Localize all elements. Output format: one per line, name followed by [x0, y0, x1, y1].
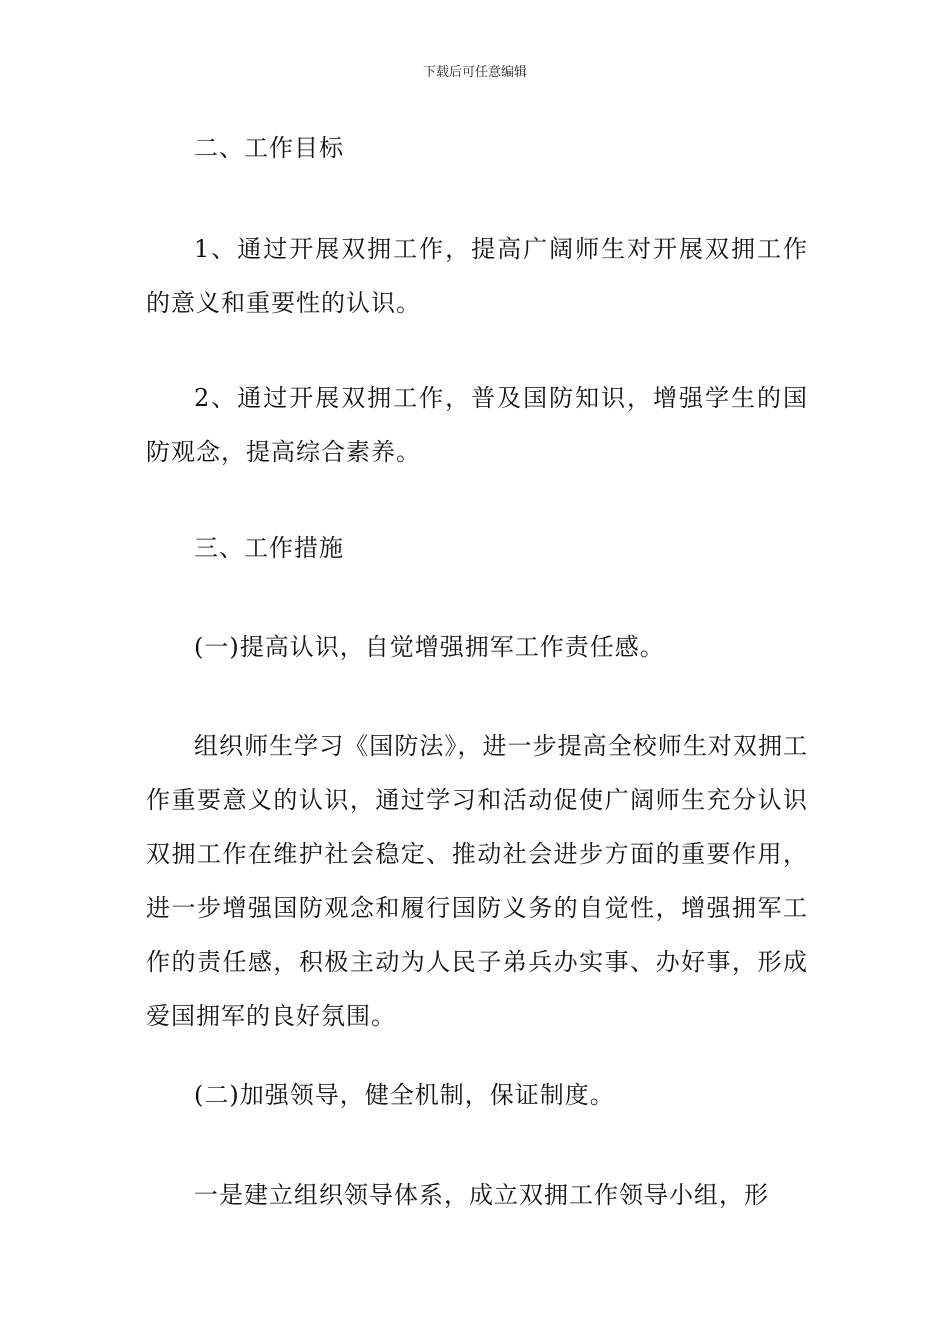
measure-2-paragraph: 一是建立组织领导体系，成立双拥工作领导小组，形 — [194, 1181, 769, 1209]
goal-2-paragraph: 2、通过开展双拥工作，普及国防知识，增强学生的国防观念，提高综合素养。 — [146, 384, 808, 466]
section-3-title: 三、工作措施 — [194, 534, 344, 562]
goal-1-paragraph: 1、通过开展双拥工作，提高广阔师生对开展双拥工作的意义和重要性的认识。 — [146, 235, 808, 317]
measure-1-paragraph: 组织师生学习《国防法》，进一步提高全校师生对双拥工作重要意义的认识，通过学习和活动促使广阔师生充分认识双拥工作在维护社会稳定、推动社会进步方面的重要作用，进一步增强国防观念和履行国防义务的自觉性，增强拥军工作的责任感，积极主动为人民子弟兵办实事、办好事，形成爱国拥军的良好氛围。 — [146, 732, 808, 1030]
section-2-title: 二、工作目标 — [194, 134, 344, 162]
measure-1-title: (一)提高认识，自觉增强拥军工作责任感。 — [194, 633, 665, 661]
page-header: 下载后可任意编辑 — [422, 65, 527, 80]
measure-2-title: (二)加强领导，健全机制，保证制度。 — [194, 1081, 615, 1109]
